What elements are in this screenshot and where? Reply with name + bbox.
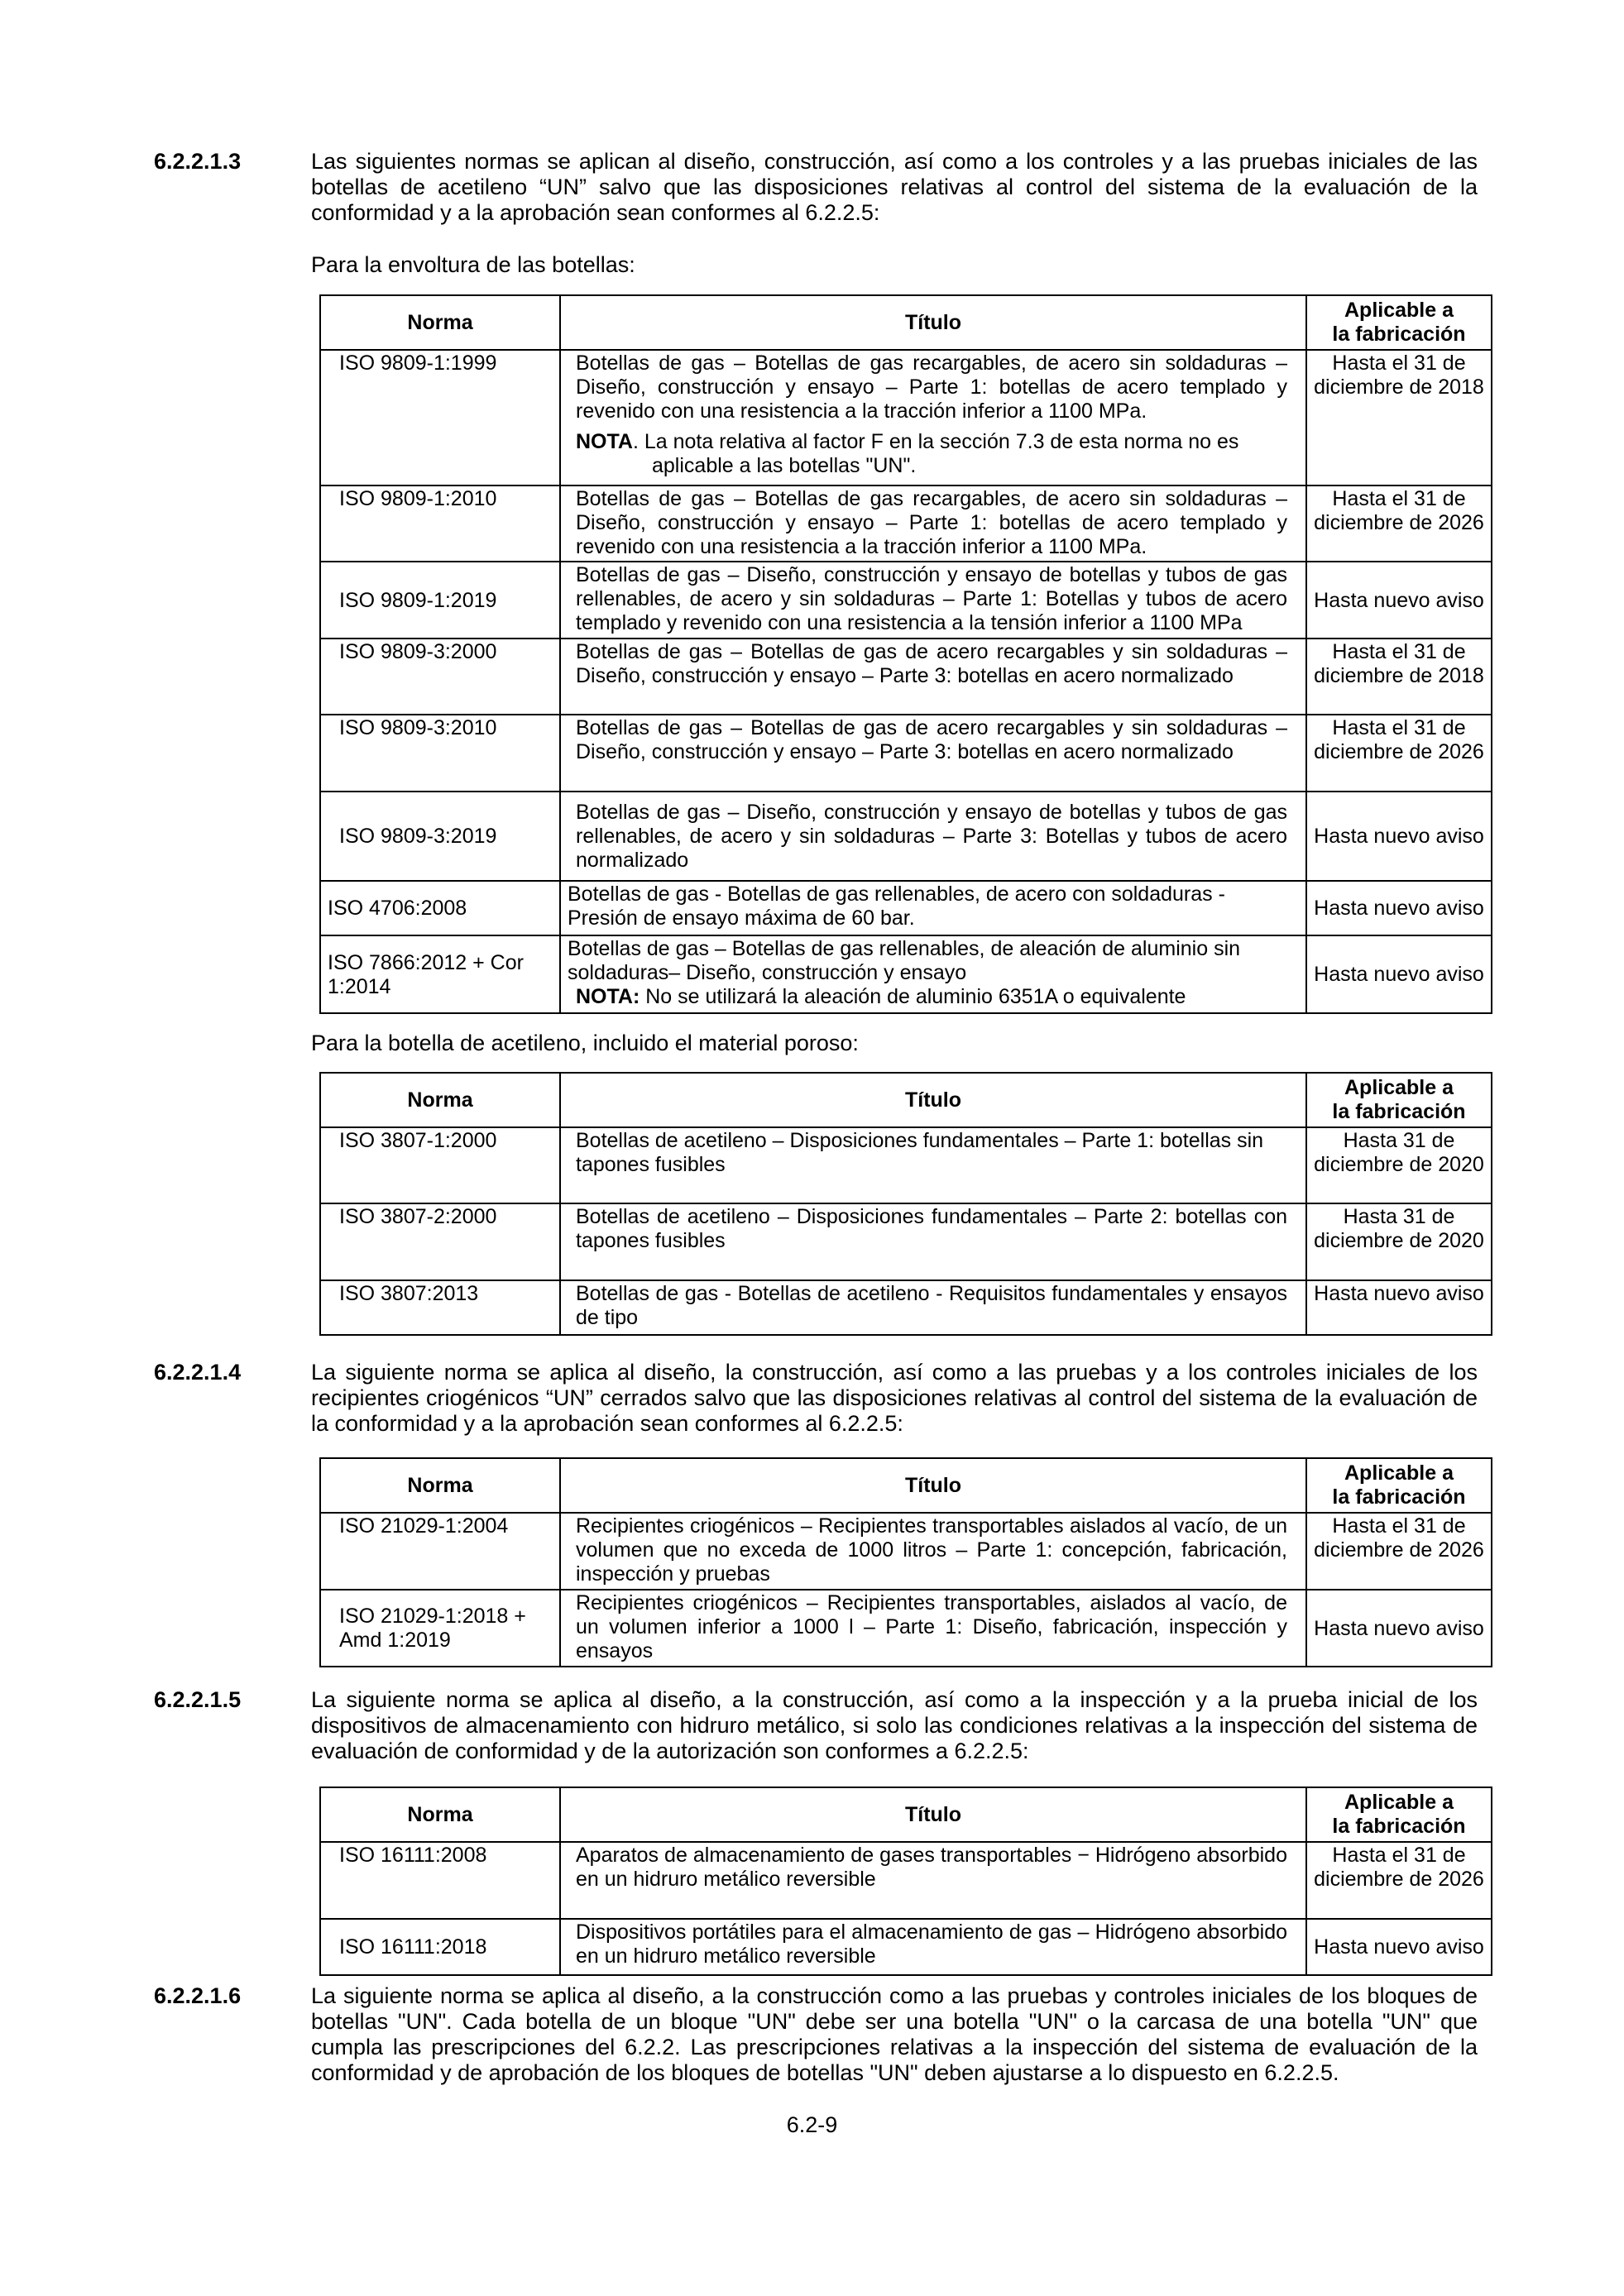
header-aplicable: Aplicable a la fabricación (1306, 1458, 1492, 1513)
subheading-acetileno: Para la botella de acetileno, incluido el material poroso: (311, 1031, 859, 1055)
header-aplicable: Aplicable a la fabricación (1306, 1073, 1492, 1127)
table-row (320, 1842, 1492, 1919)
standards-table-acetileno (319, 1072, 1492, 1336)
table-row (320, 1280, 1492, 1335)
norma-cell: ISO 9809-1:2019 (320, 562, 560, 639)
note-label: NOTA: (576, 985, 640, 1008)
table-row (320, 1127, 1492, 1203)
titulo-cell: Botellas de gas – Botellas de gas recargables, de acero sin soldaduras – Diseño, construcción y ensayo – Parte 1: botellas de acero templado y revenido con una resistencia a la tracción inferior a 1100 MPa. (560, 486, 1306, 562)
fabricacion-cell: Hasta nuevo aviso (1306, 935, 1492, 1013)
fabricacion-cell: Hasta el 31 de diciembre de 2026 (1306, 1842, 1492, 1919)
norma-cell: ISO 3807-2:2000 (320, 1203, 560, 1280)
norma-cell: ISO 9809-3:2019 (320, 792, 560, 881)
table-header-row (320, 1787, 1492, 1842)
section-number: 6.2.2.1.5 (154, 1687, 242, 1712)
norma-cell: ISO 7866:2012 + Cor 1:2014 (320, 935, 560, 1013)
fabricacion-cell: Hasta nuevo aviso (1306, 881, 1492, 935)
norma-cell: ISO 16111:2018 (320, 1919, 560, 1975)
fabricacion-cell: Hasta el 31 de diciembre de 2018 (1306, 639, 1492, 715)
table-header-row (320, 1073, 1492, 1127)
header-titulo: Título (560, 1458, 1306, 1513)
table-row (320, 1203, 1492, 1280)
table-row (320, 1919, 1492, 1975)
norma-cell: ISO 9809-1:1999 (320, 350, 560, 486)
titulo-cell: Botellas de gas – Diseño, construcción y ensayo de botellas y tubos de gas rellenables, de acero y sin soldaduras – Parte 1: Botellas y tubos de acero templado y revenido con una resistencia a la tensión inferior a 1100 MPa (560, 562, 1306, 639)
table-row (320, 881, 1492, 935)
titulo-cell: Recipientes criogénicos – Recipientes transportables aislados al vacío, de un volumen que no exceda de 1000 litros – Parte 1: concepción, fabricación, inspección y pruebas (560, 1513, 1306, 1590)
table-header-row (320, 295, 1492, 350)
fabricacion-cell: Hasta nuevo aviso (1306, 562, 1492, 639)
norma-cell: ISO 4706:2008 (320, 881, 560, 935)
header-norma: Norma (320, 295, 560, 350)
titulo-cell: Botellas de gas - Botellas de acetileno - Requisitos fundamentales y ensayos de tipo (560, 1280, 1306, 1335)
section-6-2-2-1-3 (154, 149, 1478, 226)
table-row (320, 639, 1492, 715)
note-label: NOTA (576, 430, 633, 453)
norma-cell: ISO 9809-3:2000 (320, 639, 560, 715)
header-norma: Norma (320, 1073, 560, 1127)
titulo-cell: Botellas de gas – Botellas de gas recargables, de acero sin soldaduras – Diseño, construcción y ensayo – Parte 1: botellas de acero templado y revenido con una resistencia a la tracción inferior a 1100 MPa. NOTA. La nota relativa al factor F en la sección 7.3 de esta norma no es aplicable a las botellas "UN". (560, 350, 1306, 486)
fabricacion-cell: Hasta nuevo aviso (1306, 1280, 1492, 1335)
norma-cell: ISO 9809-1:2010 (320, 486, 560, 562)
titulo-cell: Botellas de gas - Botellas de gas rellenables, de acero con soldaduras - Presión de ensayo máxima de 60 bar. (560, 881, 1306, 935)
titulo-cell: Botellas de gas – Botellas de gas de acero recargables y sin soldaduras – Diseño, construcción y ensayo – Parte 3: botellas en acero normalizado (560, 715, 1306, 792)
table-row (320, 350, 1492, 486)
table-row (320, 562, 1492, 639)
titulo-cell: Botellas de gas – Diseño, construcción y ensayo de botellas y tubos de gas rellenables, de acero y sin soldaduras – Parte 3: Botellas y tubos de acero normalizado (560, 792, 1306, 881)
titulo-cell: Aparatos de almacenamiento de gases transportables − Hidrógeno absorbido en un hidruro metálico reversible (560, 1842, 1306, 1919)
norma-cell: ISO 9809-3:2010 (320, 715, 560, 792)
section-number: 6.2.2.1.3 (154, 149, 242, 174)
table-row (320, 1513, 1492, 1590)
titulo-cell: Dispositivos portátiles para el almacenamiento de gas – Hidrógeno absorbido en un hidruro metálico reversible (560, 1919, 1306, 1975)
norma-cell: ISO 16111:2008 (320, 1842, 560, 1919)
fabricacion-cell: Hasta nuevo aviso (1306, 1590, 1492, 1667)
header-titulo: Título (560, 295, 1306, 350)
norma-cell: ISO 21029-1:2004 (320, 1513, 560, 1590)
norma-cell: ISO 21029-1:2018 + Amd 1:2019 (320, 1590, 560, 1667)
subheading-envoltura: Para la envoltura de las botellas: (311, 252, 635, 277)
page-number: 6.2-9 (786, 2112, 838, 2137)
section-text: La siguiente norma se aplica al diseño, la construcción, así como a las pruebas y a los controles iniciales de los recipientes criogénicos “UN” cerrados salvo que las disposiciones relativas al control del sistema de la evaluación de la conformidad y a la aprobación sean conformes al 6.2.2.5: (311, 1360, 1478, 1436)
header-norma: Norma (320, 1458, 560, 1513)
section-6-2-2-1-4 (154, 1360, 1478, 1437)
section-text: La siguiente norma se aplica al diseño, a la construcción, así como a la inspección y a la prueba inicial de los dispositivos de almacenamiento con hidruro metálico, si solo las condiciones relativas a la inspección del sistema de evaluación de conformidad y de la autorización son conformes a 6.2.2.5: (311, 1687, 1478, 1763)
fabricacion-cell: Hasta 31 de diciembre de 2020 (1306, 1203, 1492, 1280)
table-row (320, 715, 1492, 792)
titulo-cell: Botellas de acetileno – Disposiciones fundamentales – Parte 2: botellas con tapones fusibles (560, 1203, 1306, 1280)
titulo-cell: Botellas de gas – Botellas de gas de acero recargables y sin soldaduras – Diseño, construcción y ensayo – Parte 3: botellas en acero normalizado (560, 639, 1306, 715)
table-header-row (320, 1458, 1492, 1513)
norma-cell: ISO 3807:2013 (320, 1280, 560, 1335)
titulo-cell: Botellas de gas – Botellas de gas rellenables, de aleación de aluminio sin soldaduras– Diseño, construcción y ensayo NOTA: No se utilizará la aleación de aluminio 6351A o equivalente (560, 935, 1306, 1013)
fabricacion-cell: Hasta el 31 de diciembre de 2026 (1306, 715, 1492, 792)
titulo-cell: Recipientes criogénicos – Recipientes transportables, aislados al vacío, de un volumen inferior a 1000 l – Parte 1: Diseño, fabricación, inspección y ensayos (560, 1590, 1306, 1667)
standards-table-criogenicos (319, 1457, 1492, 1667)
fabricacion-cell: Hasta 31 de diciembre de 2020 (1306, 1127, 1492, 1203)
norma-cell: ISO 3807-1:2000 (320, 1127, 560, 1203)
section-6-2-2-1-6 (154, 1983, 1478, 2086)
standards-table-envoltura (319, 294, 1492, 1014)
section-number: 6.2.2.1.6 (154, 1983, 242, 2008)
table-row (320, 935, 1492, 1013)
fabricacion-cell: Hasta nuevo aviso (1306, 1919, 1492, 1975)
titulo-cell: Botellas de acetileno – Disposiciones fundamentales – Parte 1: botellas sin tapones fusibles (560, 1127, 1306, 1203)
header-aplicable: Aplicable a la fabricación (1306, 295, 1492, 350)
fabricacion-cell: Hasta el 31 de diciembre de 2026 (1306, 1513, 1492, 1590)
header-norma: Norma (320, 1787, 560, 1842)
fabricacion-cell: Hasta nuevo aviso (1306, 792, 1492, 881)
section-6-2-2-1-5 (154, 1687, 1478, 1764)
standards-table-hidruro (319, 1787, 1492, 1976)
header-titulo: Título (560, 1073, 1306, 1127)
table-row (320, 792, 1492, 881)
fabricacion-cell: Hasta el 31 de diciembre de 2018 (1306, 350, 1492, 486)
table-row (320, 1590, 1492, 1667)
section-text: Las siguientes normas se aplican al diseño, construcción, así como a los controles y a las pruebas iniciales de las botellas de acetileno “UN” salvo que las disposiciones relativas al control del sistema de la evaluación de la conformidad y a la aprobación sean conformes al 6.2.2.5: (311, 149, 1478, 225)
section-number: 6.2.2.1.4 (154, 1360, 242, 1385)
fabricacion-cell: Hasta el 31 de diciembre de 2026 (1306, 486, 1492, 562)
header-aplicable: Aplicable a la fabricación (1306, 1787, 1492, 1842)
section-text: La siguiente norma se aplica al diseño, a la construcción como a las pruebas y controles iniciales de los bloques de botellas "UN". Cada botella de un bloque "UN" debe ser una botella "UN" o la carcasa de una botella "UN" que cumpla las prescripciones del 6.2.2. Las prescripciones relativas a la inspección del sistema de evaluación de la conformidad y de aprobación de los bloques de botellas "UN" deben ajustarse a lo dispuesto en 6.2.2.5. (311, 1983, 1478, 2085)
header-titulo: Título (560, 1787, 1306, 1842)
table-row (320, 486, 1492, 562)
